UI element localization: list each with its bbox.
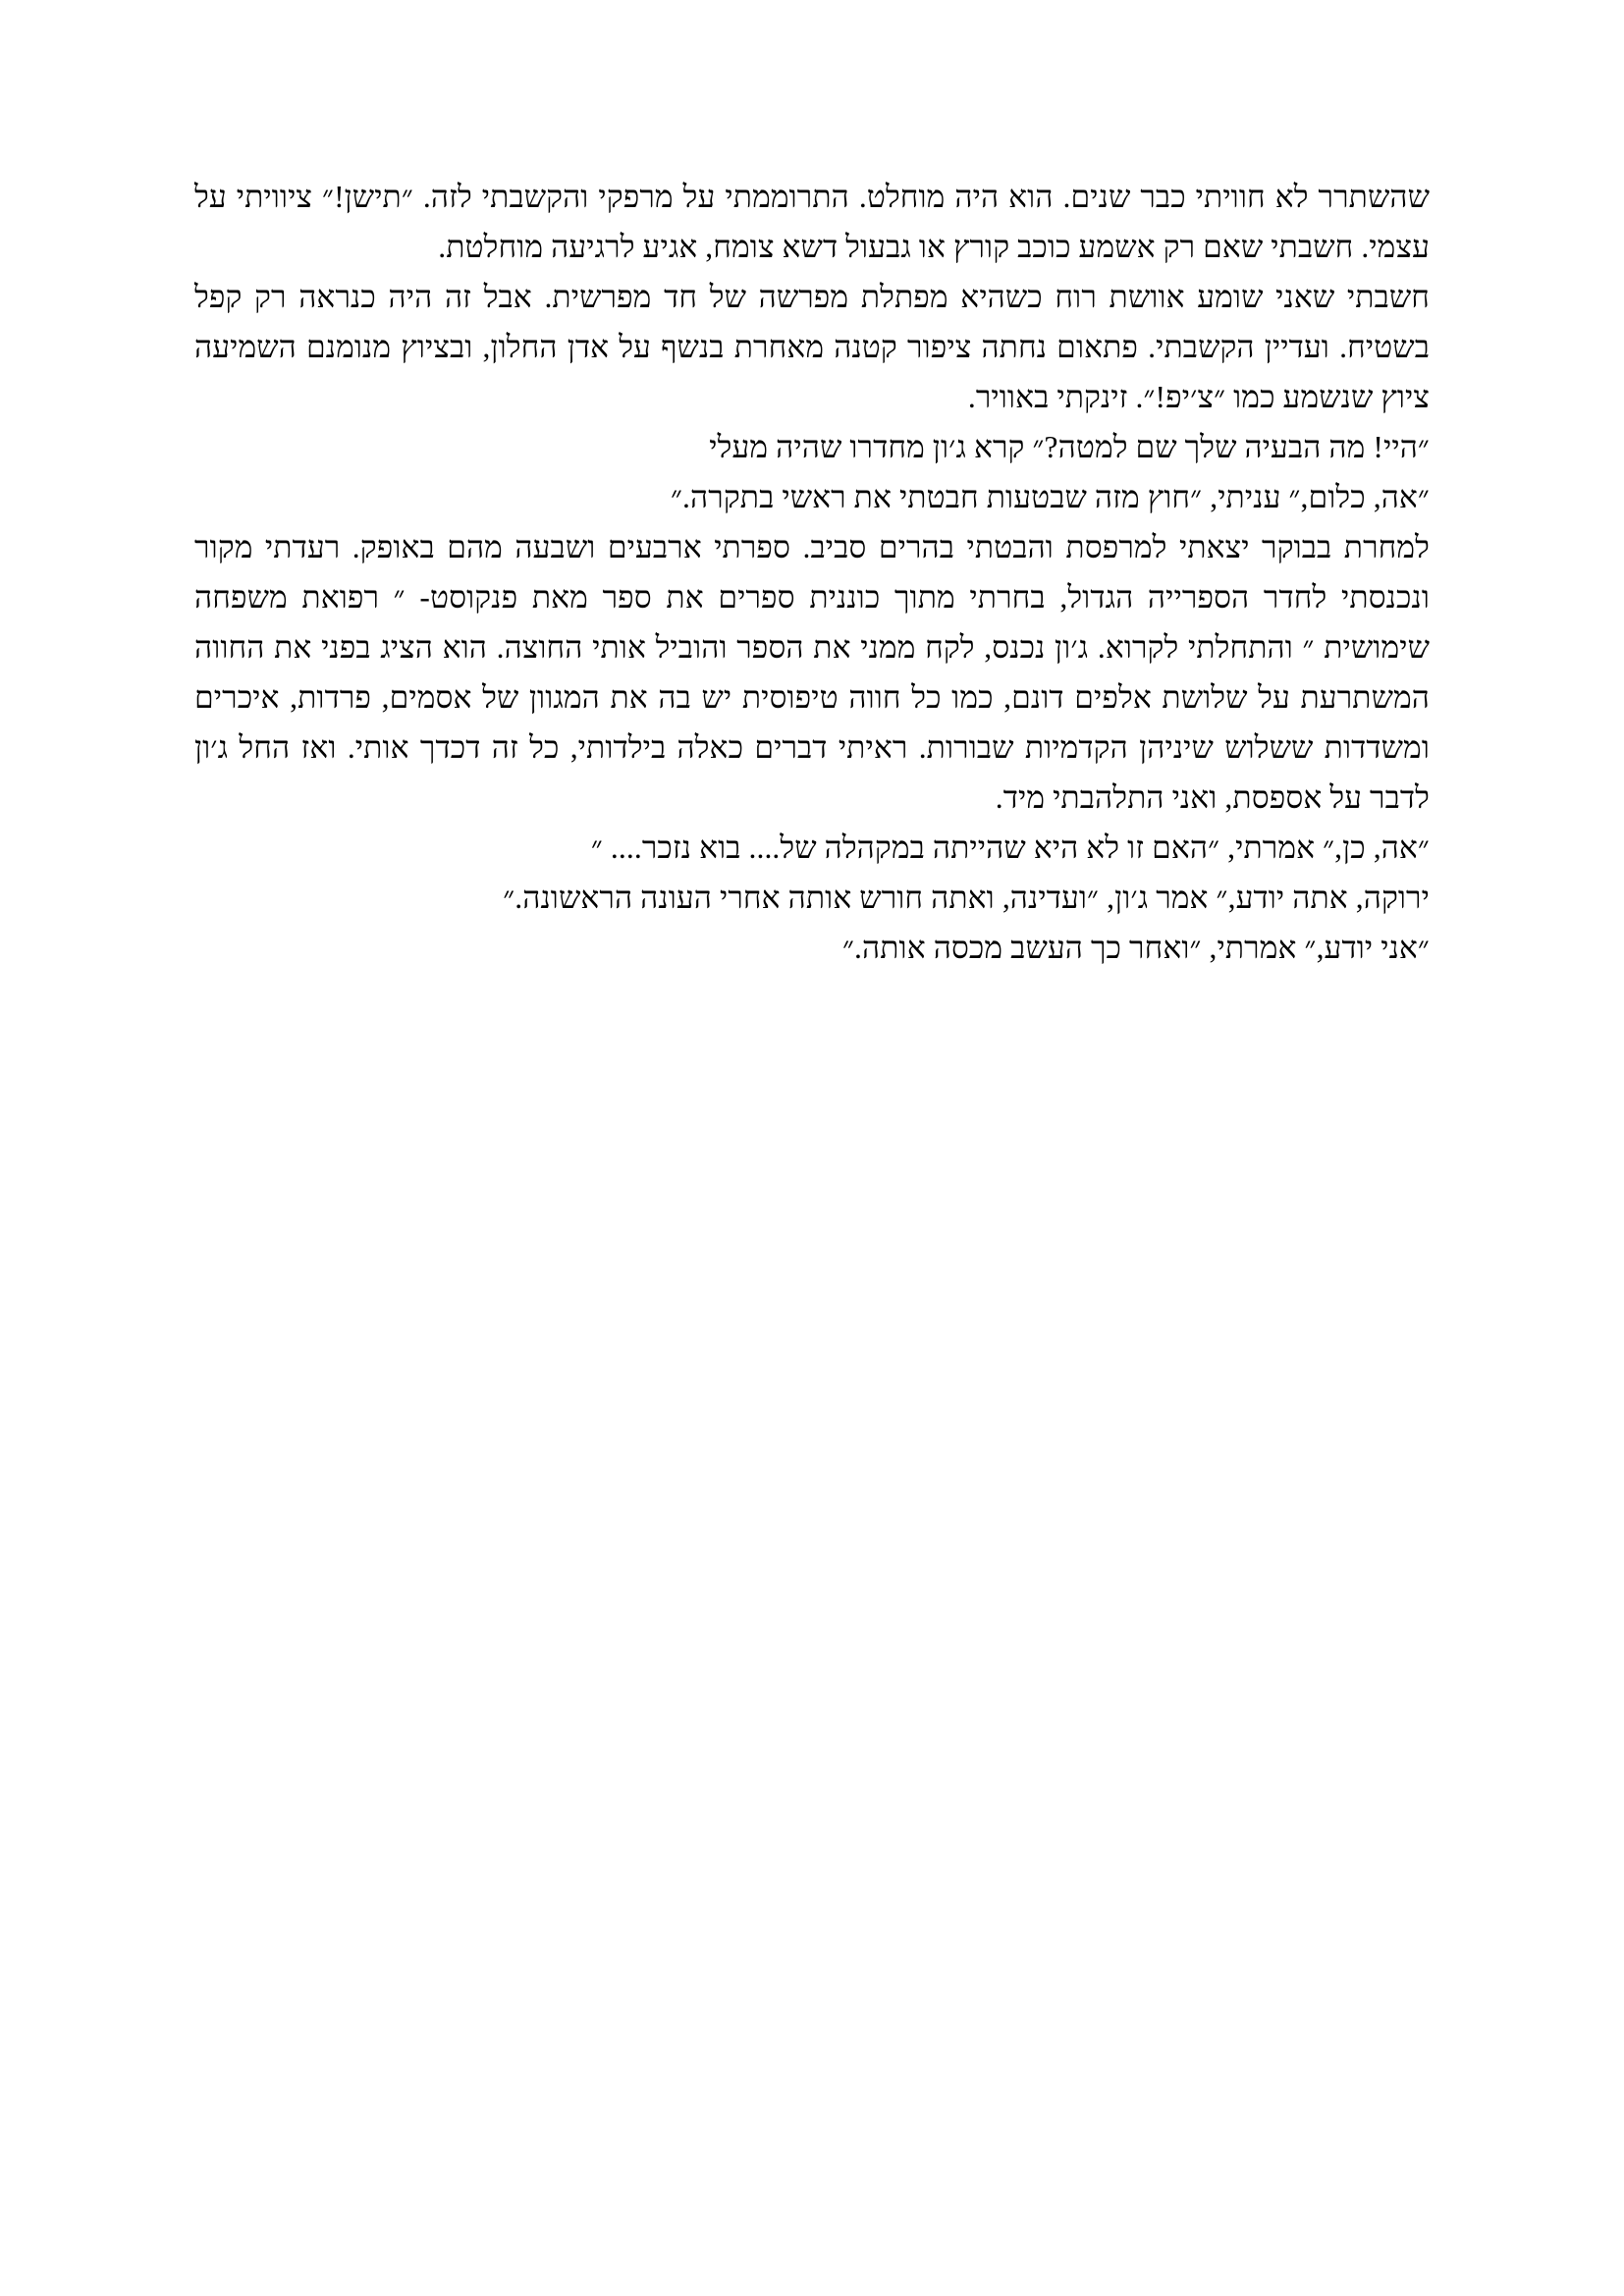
paragraph-7: ירוקה, אתה יודע,״ אמר ג׳ון, ״ועדינה, ואתה חורש אותה אחרי העונה הראשונה.״: [503, 881, 1430, 916]
document-text-body: [194, 172, 1430, 973]
paragraph-8: ״אני יודע,״ אמרתי, ״ואחר כך העשב מכסה אותה.״: [841, 931, 1430, 966]
paragraph-5: למחרת בבוקר יצאתי למרפסת והבטתי בהרים סביב. ספרתי ארבעים ושבעה מהם באופק. רעדתי מקור ונכנסתי לחדר הספרייה הגדול, בחרתי מתוך כוננית ספרים את ספר מאת פנקוסט- ״ רפואת משפחה שימושית ״ והתחלתי לקרוא. ג׳ון נכנס, לקח ממני את הספר והוביל אותי החוצה. הוא הציג בפני את החווה המשתרעת על שלושת אלפים דונם, כמו כל חווה טיפוסית יש בה את המגוון של אסמים, פרדות, איכרים ומשדדות ששלוש שיניהן הקדמיות שבורות. ראיתי דברים כאלה בילדותי, כל זה דכדך אותי. ואז החל ג׳ון לדבר על אספסת, ואני התלהבתי מיד.: [194, 530, 1430, 816]
paragraph-3: ״היי! מה הבעיה שלך שם למטה?״ קרא ג׳ון מחדרו שהיה מעלי: [709, 430, 1430, 465]
paragraph-4: ״אה, כלום,״ עניתי, ״חוץ מזה שבטעות חבטתי את ראשי בתקרה.״: [670, 480, 1430, 515]
paragraph-1: שהשתרר לא חוויתי כבר שנים. הוא היה מוחלט. התרוממתי על מרפקי והקשבתי לזה. ״תישן!״ ציוויתי על עצמי. חשבתי שאם רק אשמע כוכב קורץ או גבעול דשא צומח, אגיע לרגיעה מוחלטת.: [194, 180, 1430, 265]
paragraph-6: ״אה, כן,״ אמרתי, ״האם זו לא היא שהייתה במקהלה של.... בוא נזכר.... ״: [590, 830, 1430, 866]
paragraph-2: חשבתי שאני שומע אוושת רוח כשהיא מפתלת מפרשה של חד מפרשית. אבל זה היה כנראה רק קפל בשטיח. ועדיין הקשבתי. פתאום נחתה ציפור קטנה מאחרת בנשף על אדן החלון, ובציוץ מנומנם השמיעה ציוץ שנשמע כמו ״צ׳יפ!״. זינקתי באוויר.: [194, 280, 1430, 415]
